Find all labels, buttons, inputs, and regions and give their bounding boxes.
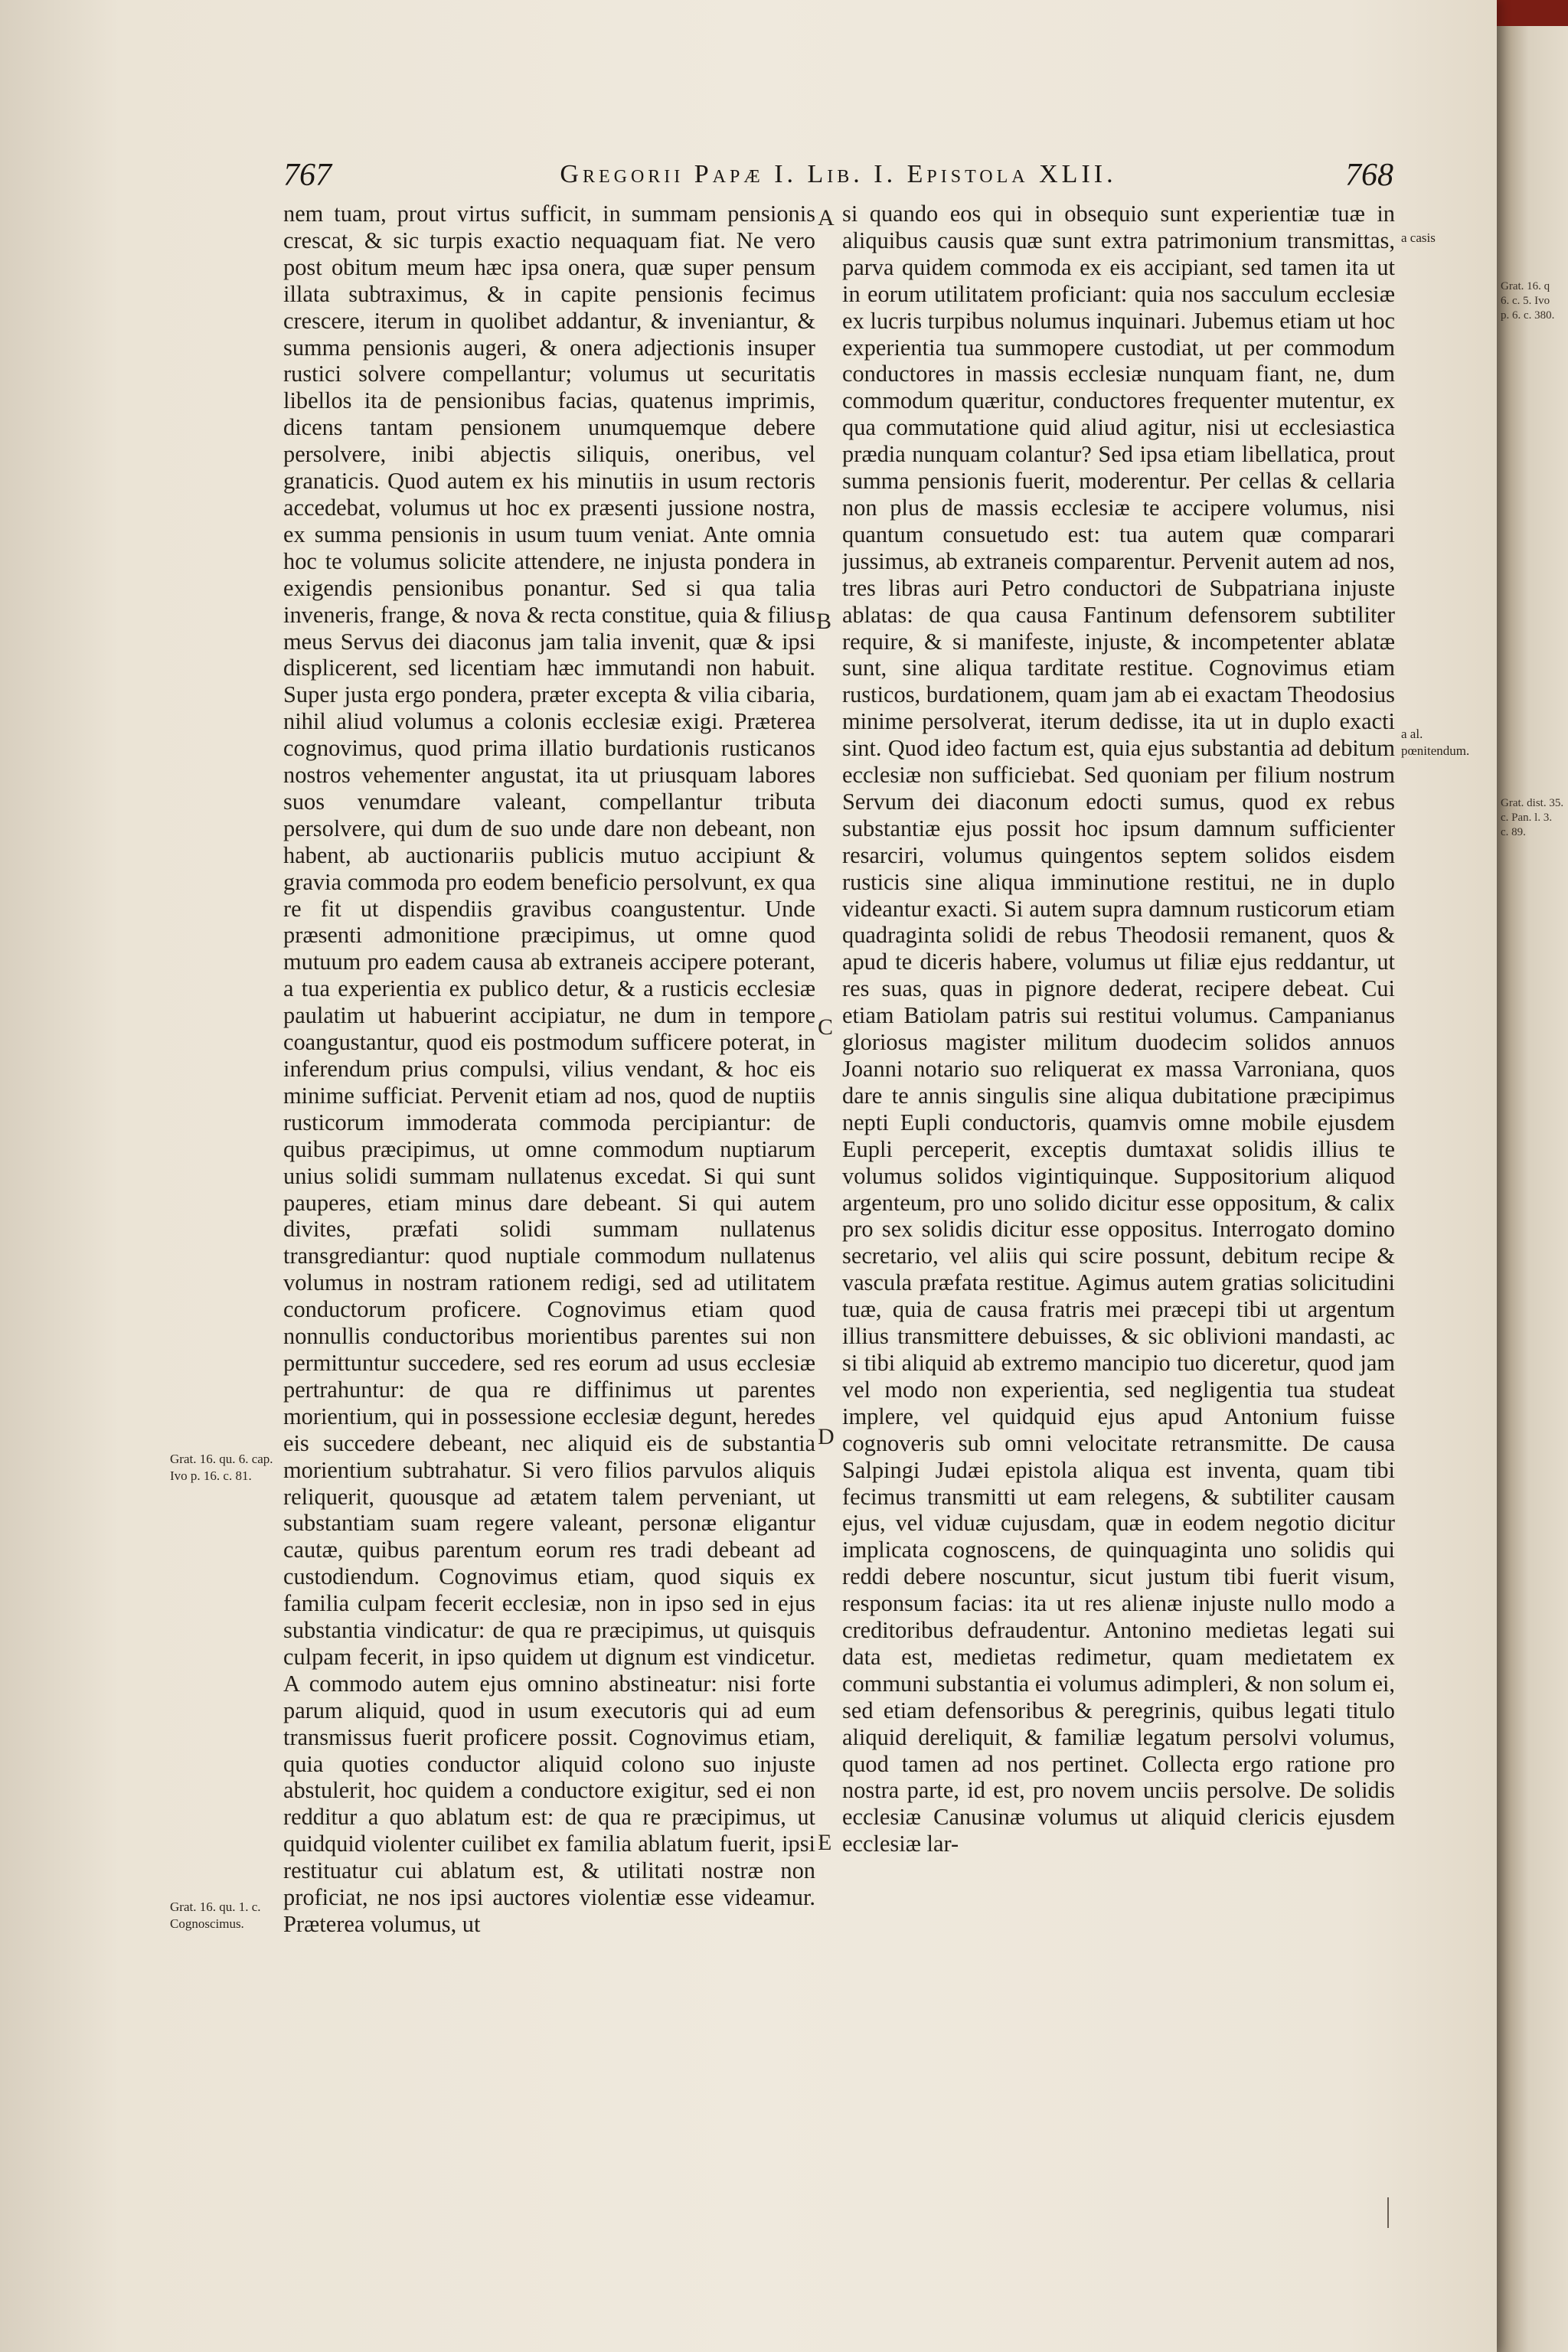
body-text: si quando eos qui in obsequio sunt experientiæ tuæ in aliquibus causis quæ sunt extra patrimonium transmittas, parva quidem commoda ex eis accipiant, sed tamen ita ut in eorum utilitatem proficiant: quia nos sacculum ecclesiæ ex lucris turpibus nolumus inquinari. Jubemus etiam ut hoc experientia tua summopere custodiat, ut per commodum conductores in massis ecclesiæ nunquam fiant, ne, dum commodum quæritur, conductores frequenter mutentur, ex qua commutatione quid aliud agitur, nisi ut ecclesiastica prædia nunquam colantur? Sed ipsa etiam libellatica, prout summa pensionis fuerit, moderentur. Per cellas & cellaria non plus de massis ecclesiæ te accipere volumus, nisi quantum consuetudo est: tua autem quæ comparari jussimus, ab extraneis comparentur. Pervenit autem ad nos, tres libras auri Petro conductori de Subpatriana injuste ablatas: de qua causa Fantinum defensorem subtiliter require, & si manifeste, injuste, & incompetenter ablatæ sunt, sine aliqua tarditate restitue. Cognovimus etiam rusticos, burdationem, quam jam ab ei exactam Theodosius minime persolverat, iterum dedisse, ita ut in duplo exacti sint. Quod ideo factum est, quia ejus substantia ad debitum ecclesiæ non sufficiebat. Sed quoniam per filium nostrum Servum dei diaconum edocti sumus, quod ex rebus substantiæ ejus possit hoc ipsum damnum sufficienter resarciri, volumus quingentos septem solidos eisdem rusticis sine aliqua imminutione restitui, ne in duplo videantur exacti. Si autem supra damnum rusticorum etiam quadraginta solidi de rebus Theodosii remanent, quos & apud te diceris habere, volumus ut filiæ ejus reddantur, ut res suas, quas in pignore dederat, recipere debeat. Cui etiam Batiolam patris sui restitui volumus. Campanianus gloriosus magister militum duodecim solidos annuos Joanni notario suo reliquerat ex massa Varroniana, quos dare te annis singulis sine aliqua dubitatione præcipimus nepti Eupli conductoris, quamvis omne mobile ejusdem Eupli perceperit, exceptis dumtaxat solidis illius te volumus solidos vigintiquinque. Suppositorium aliquod argenteum, pro uno solido dicitur esse oppositum, & calix pro sex solidis dicitur esse oppositus. Interrogato domino secretario, vel aliis qui scire possunt, debitum recipe & vascula præfata restitue. Agimus autem gratias solicitudini tuæ, quia de causa fratris mei præcepi tibi ut argentum illius transmittere debuisses, & sic oblivioni mandasti, ac si tibi aliquid ab extremo mancipio tuo diceretur, quod jam vel modo non experientia, sed negligentia tua studeat implere, vel quidquid ejus apud Antonium fuisse cognoveris sub omni velocitate retransmitte. De causa Salpingi Judæi epistola aliqua est inventa, quam tibi fecimus transmitti ut eam relegens, & subtiliter causam ejus, vel viduæ cujusdam, quæ in eodem negotio dicitur implicata cognoscens, de quinquaginta uno solidis qui reddi debere noscuntur, sicut justum tibi fuerit visum, responsum facias: ita ut res alienæ injuste nullo modo a creditoribus defraudentur. Antonino medietas legati sui data est, medietas redimetur, quam medietatem ex communi substantia ei volumus adimpleri, & non solum ei, sed etiam defensoribus & peregrinis, quibus legati titulo aliquid dereliquit, & familiæ legatum persolvi volumus, quod tamen ad nos pertinet. Collecta ergo ratione pro nostra parte, id est, pro novem unciis persolve. De solidis ecclesiæ Canusinæ volumus ut aliquid clericis ejusdem ecclesiæ lar- bbox=[842, 201, 1395, 1857]
column-rule bbox=[1387, 2197, 1389, 2228]
margin-note: a al. pœnitendum. bbox=[1401, 727, 1470, 758]
margin-note: Grat. 16. qu. 6. cap. Ivo p. 16. c. 81. bbox=[170, 1452, 273, 1483]
page-number-left: 767 bbox=[283, 158, 332, 193]
section-marker: E bbox=[818, 1830, 832, 1855]
margin-note: Grat. 16. qu. 1. c. Cognoscimus. bbox=[170, 1900, 261, 1931]
page-header bbox=[283, 157, 1393, 203]
next-page-margin-note: Grat. 16. q 6. c. 5. Ivo p. 6. c. 380. bbox=[1501, 280, 1555, 322]
next-page-margin-note: Grat. dist. 35. c. Pan. l. 3. c. 89. bbox=[1501, 797, 1564, 838]
running-title: Gregorii Papæ I. Lib. I. Epistola XLII. bbox=[560, 160, 1117, 188]
section-marker: C bbox=[818, 1014, 834, 1040]
section-marker: D bbox=[818, 1424, 835, 1449]
page-number-right: 768 bbox=[1345, 158, 1393, 193]
next-page-edge bbox=[1497, 0, 1568, 2352]
body-text: nem tuam, prout virtus sufficit, in summam pensionis crescat, & sic turpis exactio nequaquam fiat. Ne vero post obitum meum hæc ipsa onera, quæ super pensum illata subtraximus, & in capite pensionis fecimus crescere, iterum in quolibet addantur, & inveniantur, & summa pensionis augeri, & onera adjectionis insuper rustici solvere compellantur; volumus ut securitatis libellos ita de pensionibus facias, quatenus imprimis, dicens tantam pensionem unumquemque debere persolvere, inibi abjectis siliquis, oneribus, vel granaticis. Quod autem ex his minutiis in usum rectoris accedebat, volumus ut hoc ex præsenti jussione nostra, ex summa pensionis in usum tuum veniat. Ante omnia hoc te volumus solicite attendere, ne injusta pondera in exigendis pensionibus ponantur. Sed si qua talia inveneris, frange, & nova & recta constitue, quia & filius meus Servus dei diaconus jam talia invenit, quæ & ipsi displicerent, sed licentiam hæc immutandi non habuit. Super justa ergo pondera, præter excepta & vilia cibaria, nihil aliud volumus a colonis ecclesiæ exigi. Præterea cognovimus, quod prima illatio burdationis rusticanos nostros vehementer angustat, ita ut priusquam labores suos venumdare valeant, compellantur tributa persolvere, qui dum de suo unde dare non debeant, non habent, ab auctionariis publicis mutuo accipiunt & gravia commoda pro eodem beneficio persolvunt, ex qua re fit ut dispendiis gravibus coangustentur. Unde præsenti admonitione præcipimus, ut omne quod mutuum pro eadem causa ab extraneis accipere poterant, a tua experientia ex publico detur, & a rusticis ecclesiæ paulatim ut habuerint accipiatur, ne dum in tempore coangustantur, quod eis postmodum sufficere poterat, in inferendum prius compulsi, vilius vendant, & hoc eis minime sufficiat. Pervenit etiam ad nos, quod de nuptiis rusticorum immoderata commoda percipiantur: de quibus præcipimus, ut omne commodum nuptiarum unius solidi summam nullatenus excedat. Si qui sunt pauperes, etiam minus dare debeant. Si qui autem divites, præfati solidi summam nullatenus transgrediantur: quod nuptiale commodum nullatenus volumus in nostram rationem redigi, sed ad utilitatem conductorum proficere. Cognovimus etiam quod nonnullis conductoribus morientibus parentes sui non permittuntur succedere, sed res eorum ad usus ecclesiæ pertrahuntur: de qua re diffinimus ut parentes morientium, qui in possessione ecclesiæ degunt, heredes eis succedere debeant, nec aliquid eis de substantia morientium subtrahatur. Si vero filios parvulos aliquis reliquerit, quousque ad ætatem talem perveniant, ut substantiam suam regere valeant, personæ eligantur cautæ, quibus parentum eorum res tradi debeant ad custodiendum. Cognovimus etiam, quod siquis ex familia culpam fecerit ecclesiæ, non in ipso sed in ejus substantia vindicatur: de qua re præcipimus, ut quisquis culpam fecerit, in ipso quidem ut dignum est vindicetur. A commodo autem ejus omnino abstineatur: nisi forte parum aliquid, quod in usum executoris qui ad eum transmissus fuerit proficere possit. Cognovimus etiam, quia quoties conductor aliquid colono suo injuste abstulerit, hoc quidem a conductore exigitur, sed ei non redditur a quo ablatum est: de qua re præcipimus, ut quidquid violenter cuilibet ex familia ablatum fuerit, ipsi restituatur cui ablatum est, & utilitati nostræ non proficiat, ne nos ipsi auctores violentiæ esse videamur. Præterea volumus, ut bbox=[283, 201, 815, 1937]
right-text-column bbox=[842, 201, 1395, 2321]
section-marker: A bbox=[818, 205, 835, 230]
left-text-column bbox=[283, 201, 815, 2321]
margin-note: a casis bbox=[1401, 230, 1436, 245]
section-marker: B bbox=[816, 609, 832, 634]
